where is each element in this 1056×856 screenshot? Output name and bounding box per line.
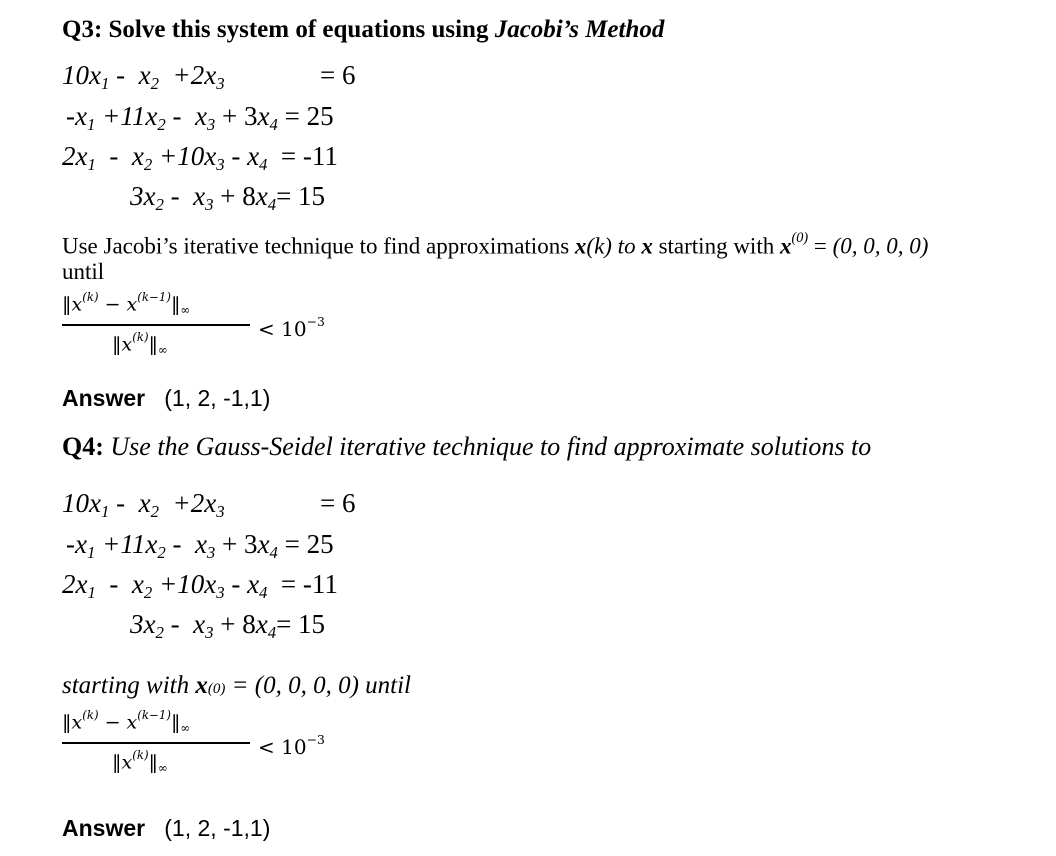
q4-criterion-denominator: $‖x^{(k)}‖_\infty$ (112, 748, 168, 775)
q4-equation-1: $10x_1 - x_2 +2x_3$ = 6 (62, 488, 356, 522)
q3-instruction: Use Jacobi’s iterative technique to find approximations x(k) to x starting with $x^{(0)} = (0$, 0, 0, 0) (62, 230, 929, 259)
q4-equation-4: $3x_2 - x_3 + 8x_4= 15$ (130, 609, 326, 643)
q3-method-name: Jacobi’s Method (494, 16, 665, 43)
q4-fraction-bar (62, 742, 250, 744)
q4-answer-label: Answer (62, 815, 146, 841)
q4-heading (62, 432, 871, 462)
q3-title-text: Solve this system of equations using (102, 16, 495, 43)
q4-answer-value: (1, 2, -1,1) (164, 815, 271, 841)
q3-criterion-denominator: $‖x^{(k)}‖_\infty$ (112, 330, 168, 357)
q4-criterion-rhs: < $10^{-3}$ (258, 732, 325, 759)
q3-answer-value: (1, 2, -1,1) (164, 385, 271, 411)
q3-fraction-bar (62, 324, 250, 326)
q3-answer (62, 385, 270, 412)
q4-title-text: Use the Gauss-Seidel iterative technique to find approximate solutions to (103, 432, 872, 461)
q3-equation-1: $10x_1 - x_2 +2x_3$ = 6 (62, 60, 356, 94)
q4-label: Q4: (62, 432, 104, 461)
q3-instruction-until: until (62, 259, 105, 284)
q4-criterion-numerator: $‖x^{(k)}$ − $x^{(k-1)}‖_\infty$ (62, 708, 191, 735)
q4-equation-2: $-x_1 +11x_2 - x_3 + 3x_4 = 25$ (66, 529, 334, 563)
q4-equation-3: $2x_1 - x_2 +10x_3 - x_4 = -11$ (62, 569, 338, 603)
q3-criterion-rhs: < $10^{-3}$ (258, 314, 325, 341)
q3-answer-label: Answer (62, 385, 146, 411)
q4-answer (62, 815, 270, 842)
q3-equation-2: $-x_1 +11x_2 - x_3 + 3x_4 = 25$ (66, 101, 334, 135)
q3-label: Q3: (62, 16, 103, 43)
q3-criterion-numerator: $‖x^{(k)}$ − $x^{(k-1)}‖_\infty$ (62, 290, 191, 317)
q4-start-condition: starting with x(0) = (0, 0, 0, 0) until (62, 672, 411, 699)
q3-equation-4: $3x_2 - x_3 + 8x_4= 15$ (130, 181, 326, 215)
q3-heading (62, 16, 664, 44)
q3-equation-3: $2x_1 - x_2 +10x_3 - x_4 = -11$ (62, 141, 338, 175)
